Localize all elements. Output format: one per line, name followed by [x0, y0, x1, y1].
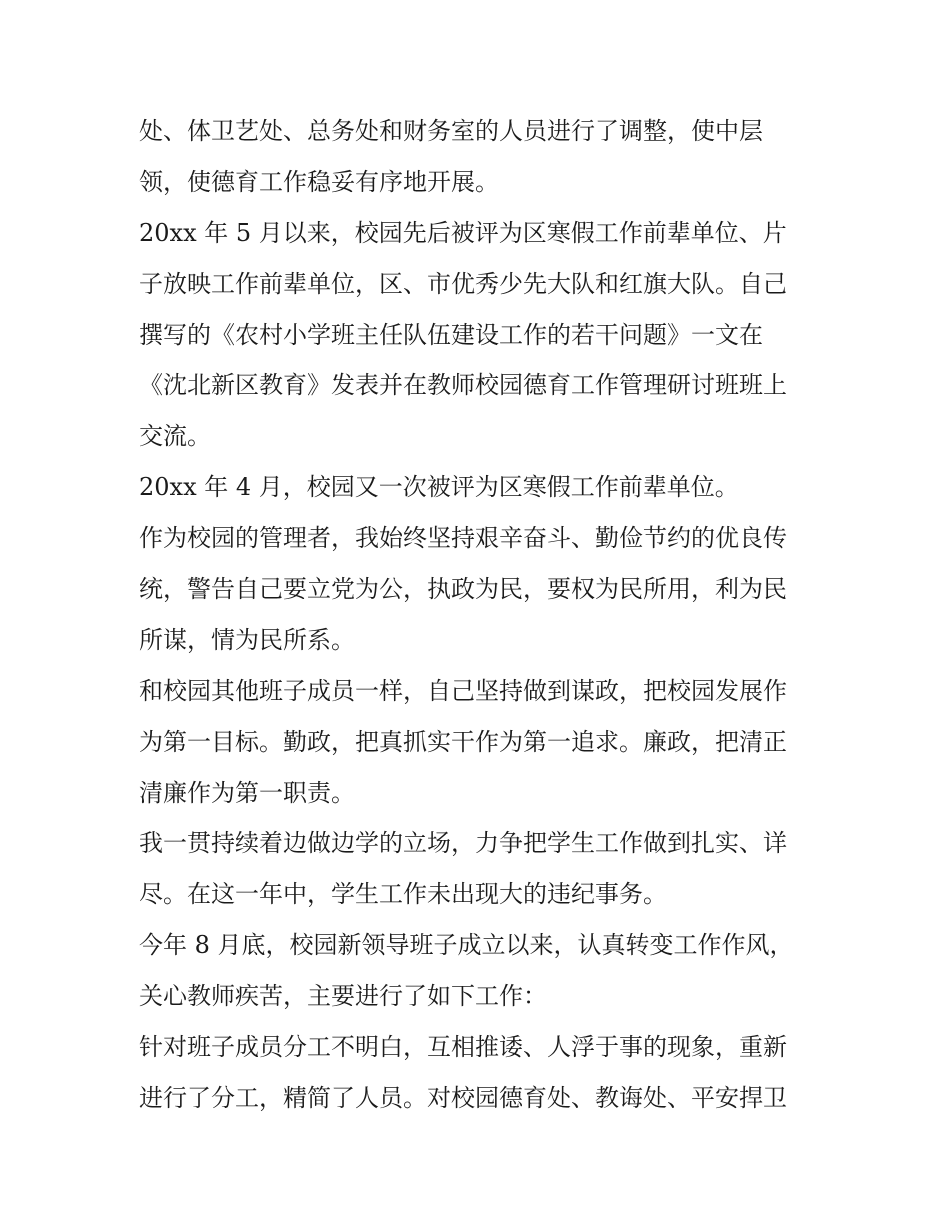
text-line: 统，警告自己要立党为公，执政为民，要权为民所用，利为民: [139, 575, 787, 604]
text-line: 和校园其他班子成员一样，自己坚持做到谋政，把校园发展作: [139, 676, 787, 705]
text-line: 尽。在这一年中，学生工作未出现大的违纪事务。: [139, 880, 667, 909]
text-line: 子放映工作前辈单位，区、市优秀少先大队和红旗大队。自己: [139, 269, 787, 298]
text-line: 针对班子成员分工不明白，互相推诿、人浮于事的现象，重新: [139, 1033, 787, 1062]
text-line: 作为校园的管理者，我始终坚持艰辛奋斗、勤俭节约的优良传: [139, 524, 787, 553]
text-line: 撰写的《农村小学班主任队伍建设工作的若干问题》一文在: [139, 320, 763, 349]
text-line: 清廉作为第一职责。: [139, 778, 355, 807]
text-line: 20xx 年 5 月以来，校园先后被评为区寒假工作前辈单位、片: [139, 218, 787, 247]
text-line: 20xx 年 4 月，校园又一次被评为区寒假工作前辈单位。: [139, 473, 739, 502]
text-line: 所谋，情为民所系。: [139, 625, 355, 654]
text-line: 今年 8 月底，校园新领导班子成立以来，认真转变工作作风，: [139, 931, 794, 960]
text-line: 我一贯持续着边做边学的立场，力争把学生工作做到扎实、详: [139, 829, 787, 858]
text-line: 关心教师疾苦，主要进行了如下工作：: [139, 982, 547, 1011]
text-line: 交流。: [139, 422, 211, 451]
text-line: 为第一目标。勤政，把真抓实干作为第一追求。廉政，把清正: [139, 727, 787, 756]
text-line: 处、体卫艺处、总务处和财务室的人员进行了调整，使中层: [139, 117, 763, 145]
text-line: 《沈北新区教育》发表并在教师校园德育工作管理研讨班班上: [139, 371, 787, 400]
text-line: 领，使德育工作稳妥有序地开展。: [139, 167, 499, 196]
text-line: 进行了分工，精简了人员。对校园德育处、教诲处、平安捍卫: [139, 1083, 787, 1112]
body-text: [139, 106, 819, 1124]
